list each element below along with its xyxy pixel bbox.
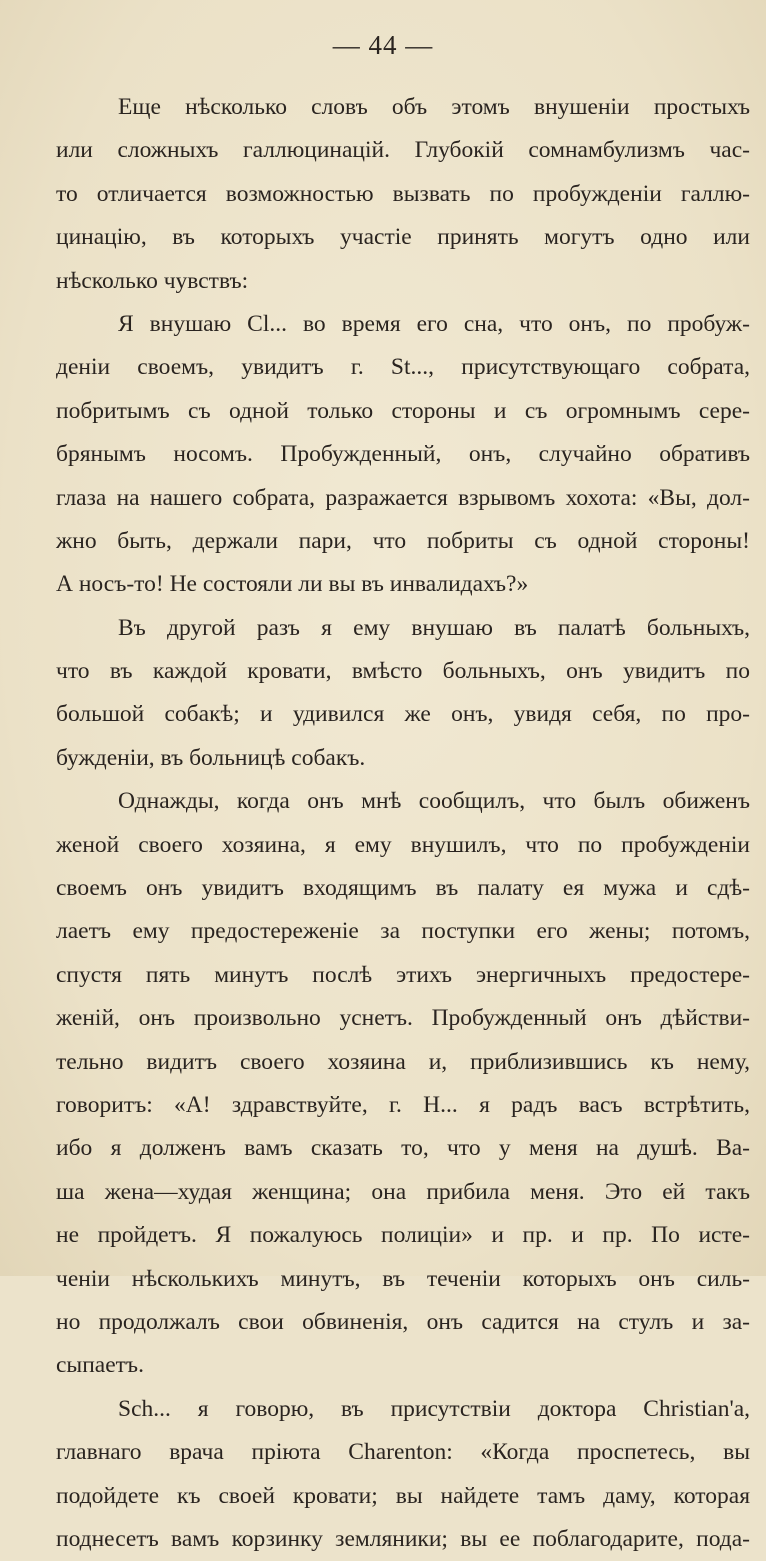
text-line: бужденіи, въ больницѣ собакъ.	[56, 744, 366, 771]
text-line: нѣсколько чувствъ:	[56, 267, 249, 294]
text-line: ша жена—худая женщина; она прибила меня. Это ей такъ	[56, 1178, 750, 1205]
text-line: Еще нѣсколько словъ объ этомъ внушеніи простыхъ	[118, 94, 750, 120]
text-line: Въ другой разъ я ему внушаю въ палатѣ больныхъ,	[118, 614, 750, 641]
text-line: спустя пять минутъ послѣ этихъ энергичныхъ предостере-	[56, 961, 750, 988]
text-line: брянымъ носомъ. Пробужденный, онъ, случайно обративъ	[56, 441, 750, 468]
text-line: что въ каждой кровати, вмѣсто больныхъ, онъ увидитъ по	[56, 658, 750, 685]
text-line: Sch... я говорю, въ присутствіи доктора Christian'а,	[118, 1395, 750, 1422]
text-line: женой своего хозяина, я ему внушилъ, что по пробужденіи	[56, 831, 750, 858]
page-number: — 44 —	[332, 30, 434, 60]
text-line: поднесетъ вамъ корзинку земляники; вы ее поблагодарите, пода-	[56, 1525, 750, 1552]
text-line: ченіи нѣсколькихъ минутъ, въ теченіи которыхъ онъ силь-	[56, 1265, 750, 1292]
text-line: женій, онъ произвольно уснетъ. Пробужденный онъ дѣйстви-	[56, 1005, 750, 1032]
text-line: большой собакѣ; и удивился же онъ, увидя себя, по про-	[56, 701, 750, 728]
text-line: деніи своемъ, увидитъ г. St..., присутствующаго собрата,	[56, 354, 750, 381]
text-line: или сложныхъ галлюцинацій. Глубокій сомнамбулизмъ час-	[56, 137, 750, 164]
text-line: говоритъ: «А! здравствуйте, г. Н... я радъ васъ встрѣтить,	[56, 1091, 750, 1118]
text-line: подойдете къ своей кровати; вы найдете тамъ даму, которая	[56, 1482, 750, 1509]
text-line: тельно видитъ своего хозяина и, приблизившись къ нему,	[56, 1048, 750, 1075]
text-line: не пройдетъ. Я пожалуюсь полиціи» и пр. и пр. По исте-	[56, 1222, 750, 1249]
text-line: то отличается возможностью вызвать по пробужденіи галлю-	[56, 180, 750, 207]
text-line: своемъ онъ увидитъ входящимъ въ палату ея мужа и сдѣ-	[56, 875, 750, 902]
text-line: глаза на нашего собрата, разражается взрывомъ хохота: «Вы, дол-	[56, 484, 750, 511]
text-line: сыпаетъ.	[56, 1352, 144, 1379]
text-line: главнаго врача пріюта Charenton: «Когда проспетесь, вы	[56, 1439, 750, 1466]
text-line: ибо я долженъ вамъ сказать то, что у меня на душѣ. Ва-	[56, 1135, 750, 1162]
text-line: но продолжалъ свои обвиненія, онъ садится на стулъ и за-	[56, 1308, 750, 1335]
text-line: лаетъ ему предостереженіе за поступки его жены; потомъ,	[56, 918, 750, 945]
text-line: Я внушаю Cl... во время его сна, что онъ, по пробуж-	[118, 310, 750, 337]
text-line: Однажды, когда онъ мнѣ сообщилъ, что былъ обиженъ	[118, 788, 750, 815]
text-line: цинацію, въ которыхъ участіе принять могутъ одно или	[56, 224, 750, 251]
text-line: побритымъ съ одной только стороны и съ огромнымъ сере-	[56, 397, 750, 424]
text-line: А носъ-то! Не состояли ли вы въ инвалидахъ?»	[56, 571, 529, 598]
page-body-text	[56, 86, 750, 1561]
text-line: жно быть, держали пари, что побриты съ одной стороны!	[56, 527, 750, 554]
